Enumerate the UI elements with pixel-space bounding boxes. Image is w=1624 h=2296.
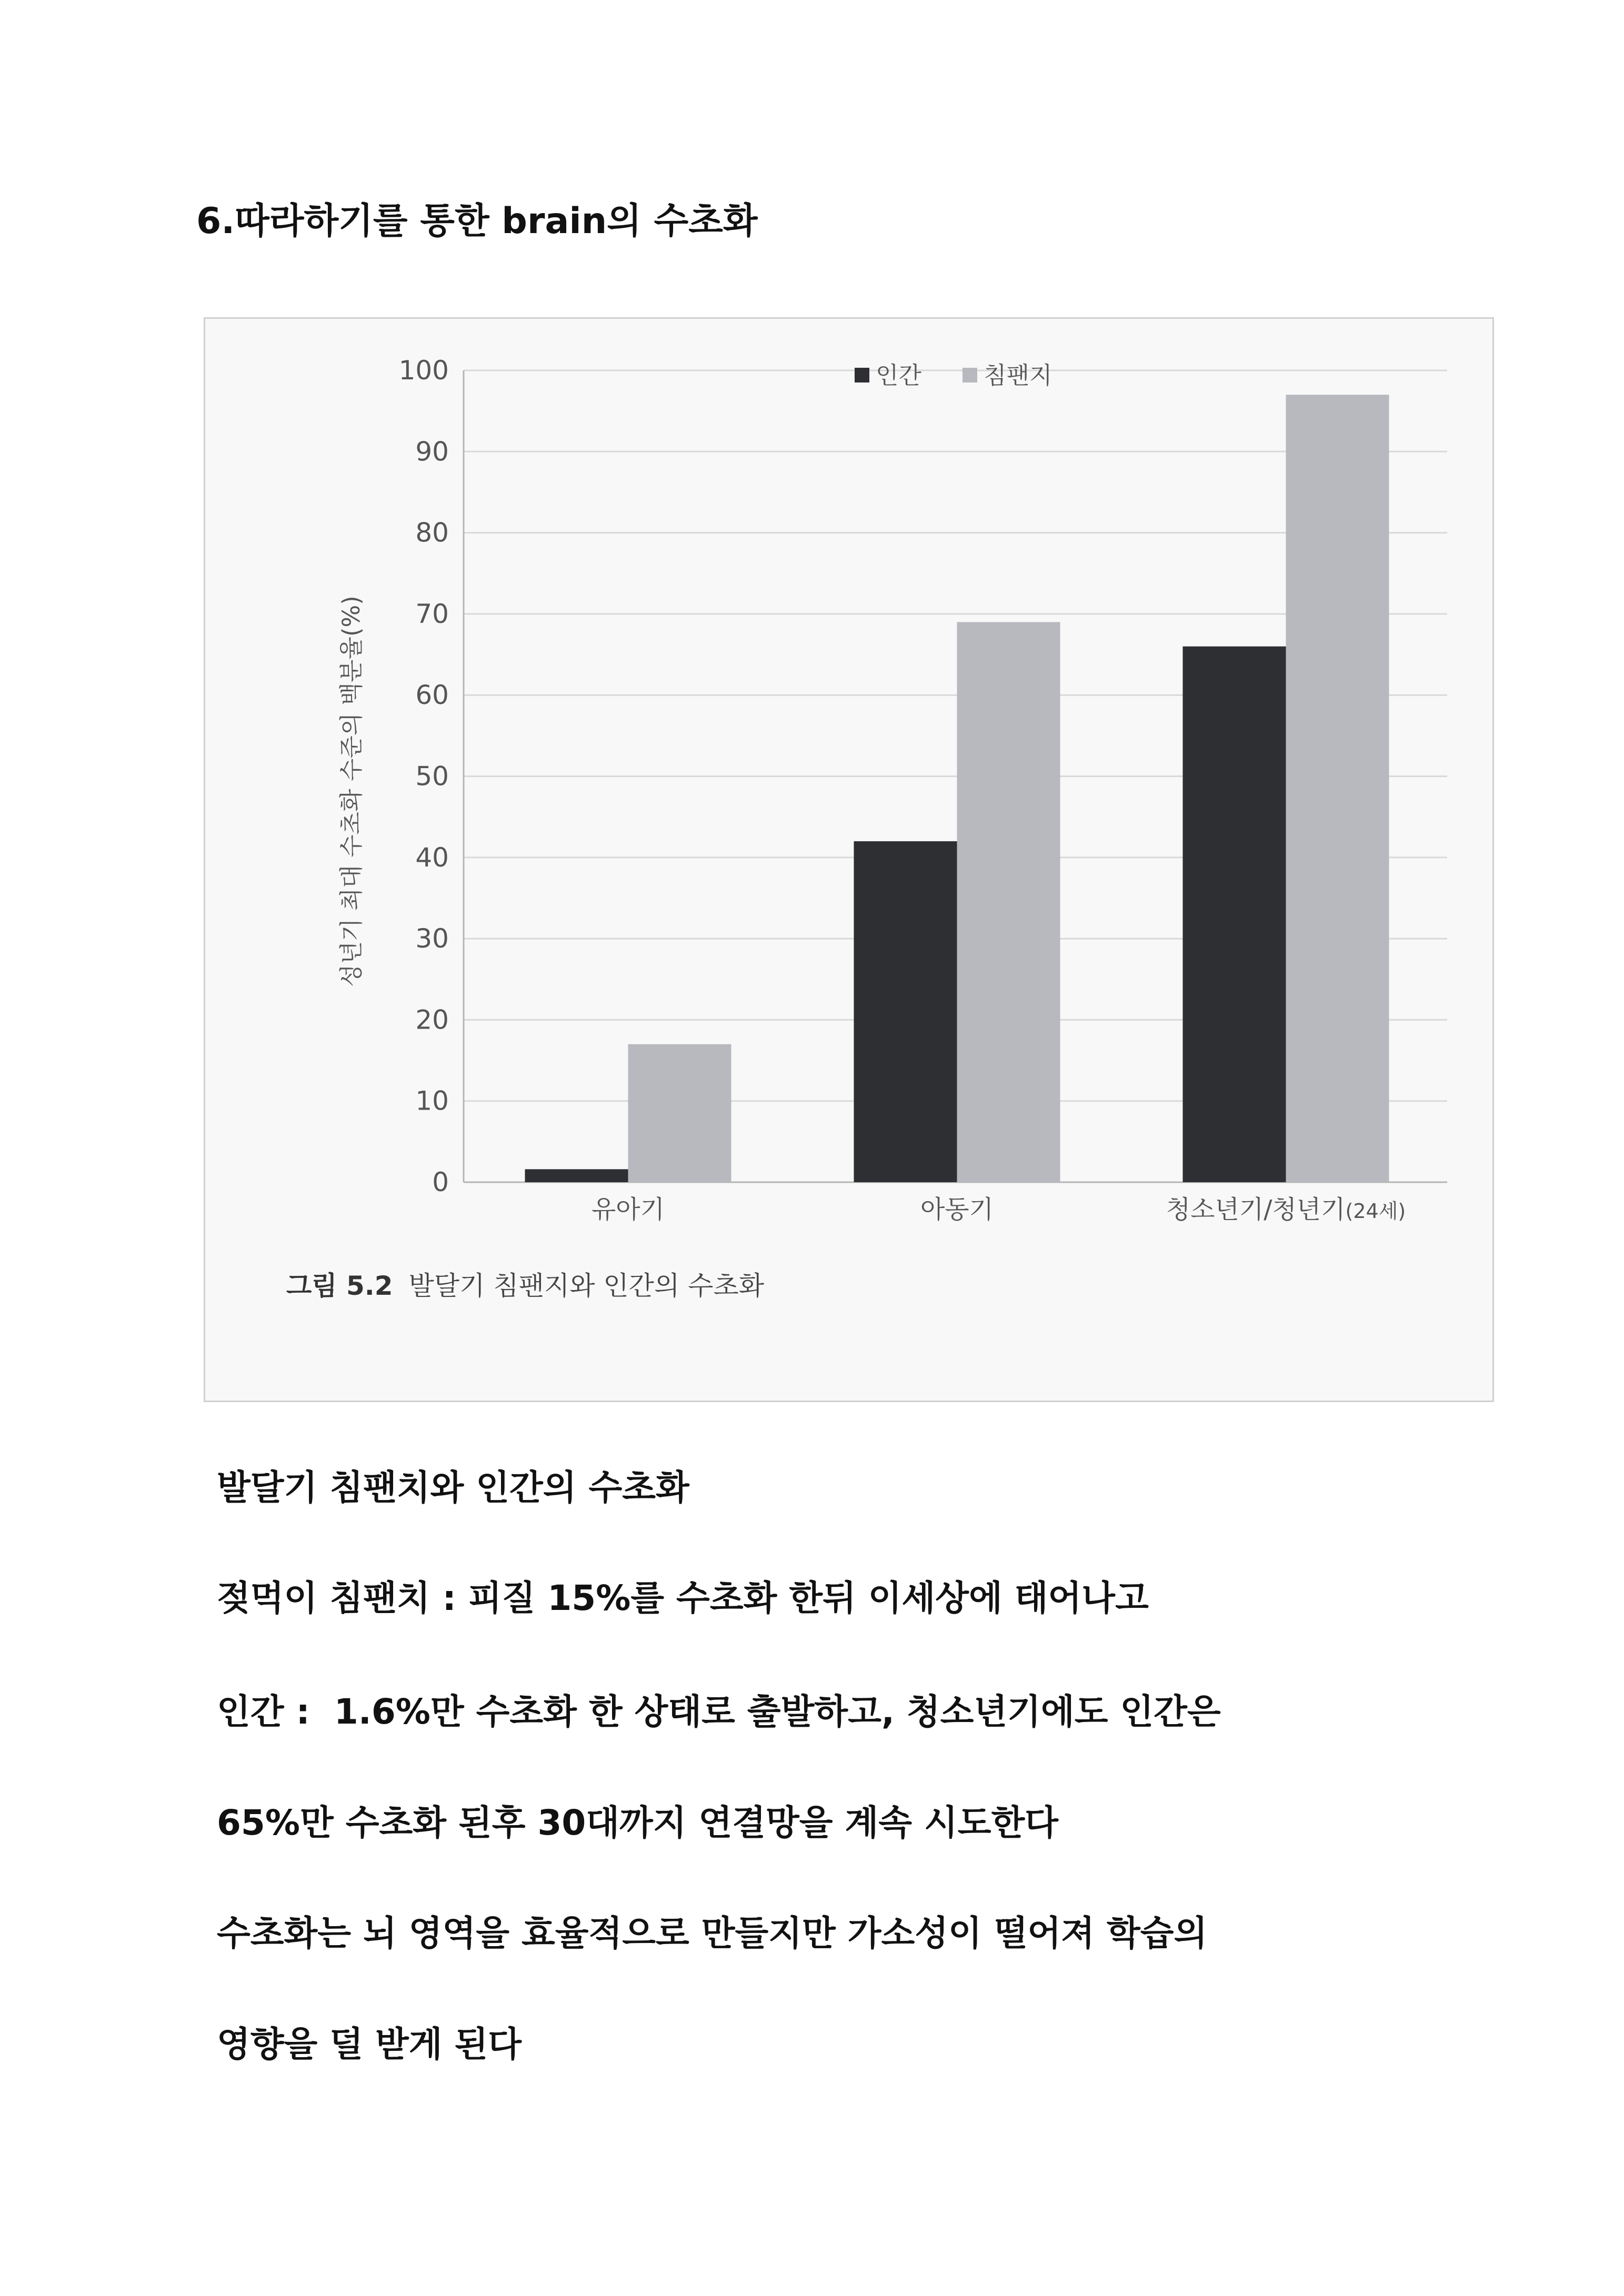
y-axis-title: 성년기 최대 수초화 수준의 백분율(%) (337, 596, 365, 987)
bar-human (525, 1169, 628, 1182)
bars (525, 395, 1389, 1182)
y-tick-label: 0 (432, 1167, 449, 1197)
legend (855, 361, 1052, 389)
y-tick-label: 40 (415, 842, 449, 873)
bar-human (1183, 647, 1286, 1182)
legend-swatch-chimpanzee (963, 368, 977, 382)
x-category-label-main: 청소년기/청년기 (1166, 1195, 1346, 1224)
x-category-label: 아동기 (920, 1195, 994, 1224)
paragraph-line: 수초화는 뇌 영역을 효율적으로 만들지만 가소성이 떨어져 학습의 (217, 1913, 1208, 1953)
paragraph-line: 발달기 침팬치와 인간의 수초화 (217, 1467, 689, 1508)
bar-chimpanzee (1286, 395, 1389, 1182)
y-tick-label: 90 (415, 436, 449, 467)
y-tick-label: 30 (415, 923, 449, 954)
y-tick-label: 80 (415, 517, 449, 548)
y-tick-label: 50 (415, 761, 449, 792)
y-tick-label: 60 (415, 680, 449, 711)
document-heading: 6.따라하기를 통한 brain의 수초화 (196, 200, 758, 242)
paragraph-line: 65%만 수초화 된후 30대까지 연결망을 계속 시도한다 (217, 1802, 1059, 1843)
figure-caption-label: 그림 5.2 (286, 1271, 393, 1301)
figure-caption-text: 발달기 침팬지와 인간의 수초화 (408, 1271, 765, 1301)
bar-human (854, 841, 957, 1182)
x-category-label-note: (24세) (1345, 1200, 1406, 1223)
y-tick-label: 70 (415, 598, 449, 629)
legend-label-human: 인간 (876, 361, 921, 389)
y-tick-label: 10 (415, 1085, 449, 1116)
y-tick-label: 100 (398, 355, 449, 386)
bar-chimpanzee (628, 1044, 731, 1182)
bar-chart (205, 319, 1494, 1402)
x-category-label: 유아기 (591, 1195, 665, 1224)
bar-chimpanzee (957, 622, 1060, 1182)
x-category-label (1166, 1195, 1406, 1224)
paragraph-line: 영향을 덜 받게 된다 (217, 2024, 522, 2065)
paragraph-line: 인간 : 1.6%만 수초화 한 상태로 출발하고, 청소년기에도 인간은 (217, 1691, 1221, 1732)
y-tick-label: 20 (415, 1004, 449, 1035)
chart-figure (204, 317, 1494, 1402)
paragraph-line: 젖먹이 침팬치 : 피질 15%를 수초화 한뒤 이세상에 태어나고 (217, 1578, 1149, 1618)
figure-caption (286, 1271, 765, 1301)
legend-label-chimpanzee: 침팬지 (984, 361, 1052, 389)
legend-swatch-human (855, 368, 869, 382)
